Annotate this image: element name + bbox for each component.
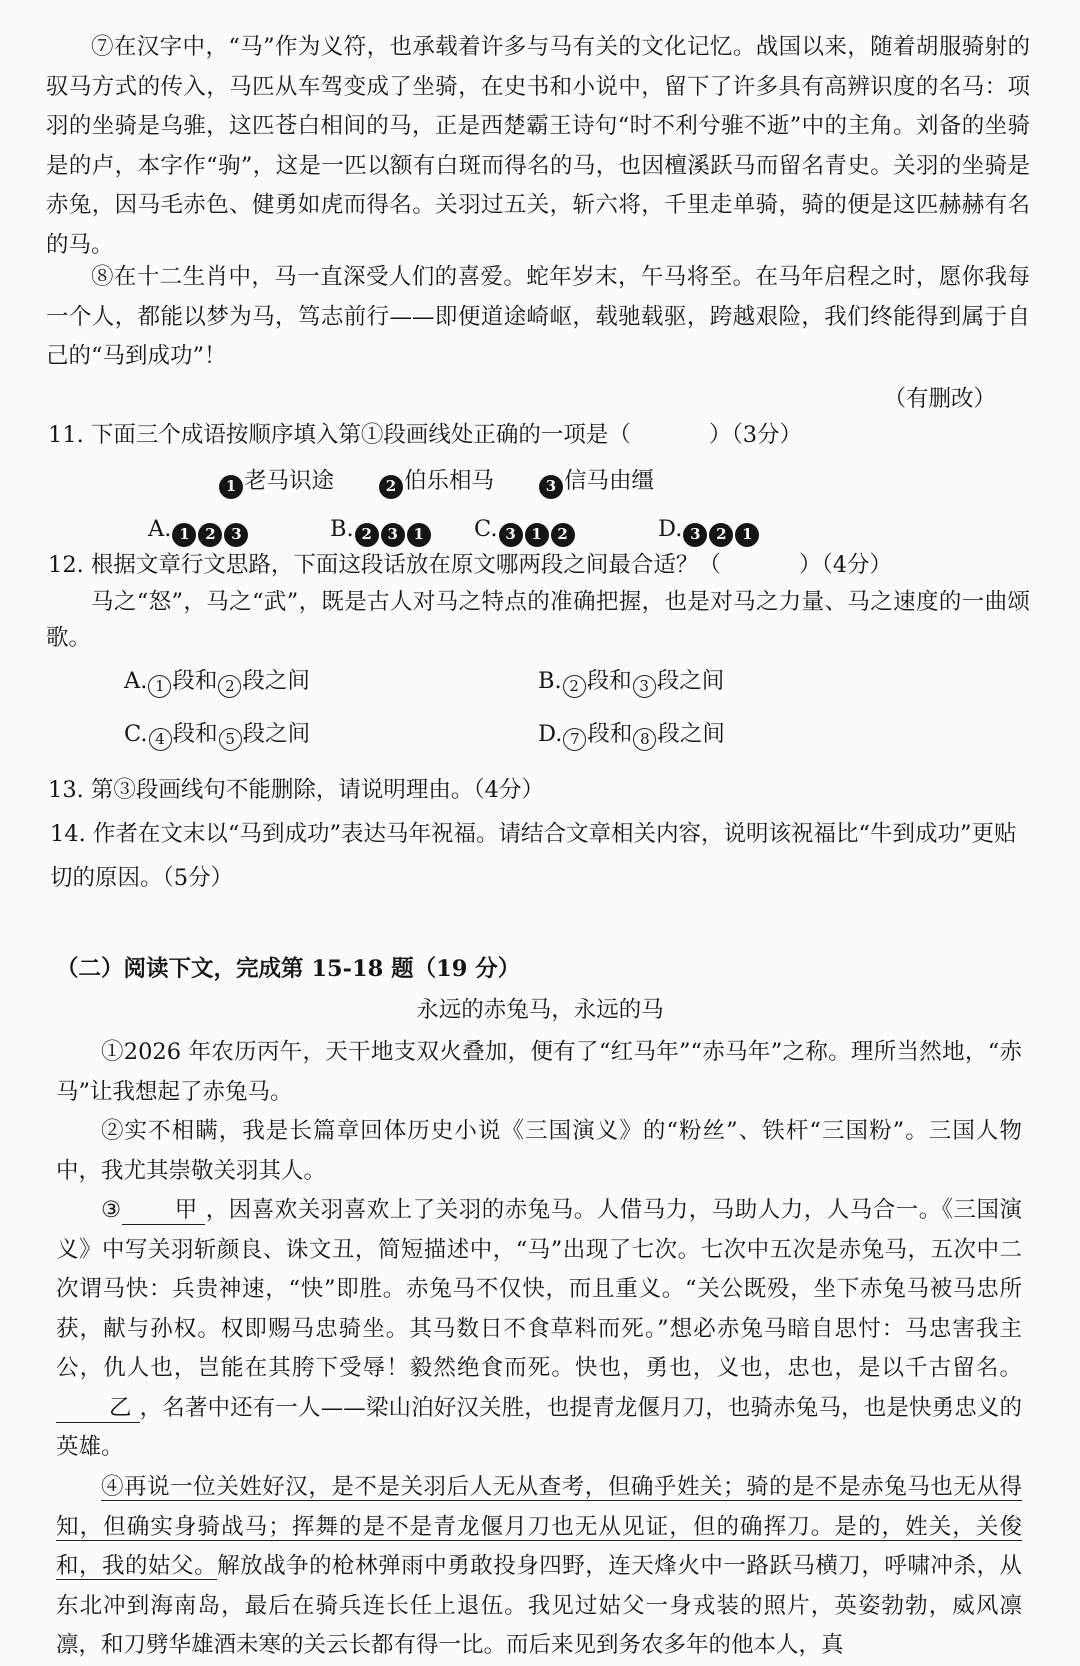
passage2-para1	[56, 1033, 1022, 1112]
section2-heading: （二）阅读下文，完成第 15-18 题（19 分）	[56, 956, 521, 982]
option-and: 段和	[586, 668, 632, 694]
option-letter: D.	[538, 721, 563, 747]
para-number-circle: 8	[633, 728, 656, 751]
seq-badge: 3	[224, 523, 248, 547]
blank-yi[interactable]: 乙	[56, 1394, 140, 1423]
passage2-title: 永远的赤兔马，永远的马	[416, 997, 664, 1023]
q12-option-c[interactable]	[124, 719, 310, 751]
seq-badge: 1	[407, 523, 431, 547]
s3-num: ③	[101, 1197, 122, 1223]
idiom-number-badge: 1	[219, 475, 243, 499]
seq-badge: 3	[499, 523, 523, 547]
s2-text: ②实不相瞒，我是长篇章回体历史小说《三国演义》的“粉丝”、铁杆“三国粉”。三国人物中，我尤其崇敬关羽其人。	[56, 1118, 1022, 1184]
option-and: 段和	[172, 668, 218, 694]
option-letter: C.	[474, 516, 498, 542]
idiom-number-badge: 2	[379, 475, 403, 499]
para-number-circle: 2	[218, 675, 241, 698]
option-text: 段之间	[657, 721, 725, 747]
option-and: 段和	[172, 721, 218, 747]
seq-badge: 3	[683, 523, 707, 547]
seq-badge: 2	[709, 523, 733, 547]
option-and: 段和	[587, 721, 633, 747]
s4-text: 解放战争的枪林弹雨中勇敢投身四野，连天烽火中一路跃马横刀，呼啸冲杀，从东北冲到海南岛，最后在骑兵连长任上退伍。我见过姑父一身戎装的照片，英姿勃勃，威风凛凛，和刀劈华雄酒未寒的关云长都有得一比。而后来见到务农多年的他本人，真	[56, 1553, 1022, 1658]
q11-option-b[interactable]	[330, 514, 432, 547]
idiom-text: 伯乐相马	[404, 468, 495, 494]
s3-text-b: ，因喜欢关羽喜欢上了关羽的赤兔马。人借马力，马助人力，人马合一。《三国演义》中写关羽斩颜良、诛文丑，简短描述中，“马”出现了七次。七次中五次是赤兔马，五次中二次谓马快：兵贵神速，“快”即胜。赤兔马不仅快，而且重义。“关公既殁，坐下赤兔马被马忠所获，献与孙权。权即赐马忠骑坐。其马数日不食草料而死。”想必赤兔马暗自思忖：马忠害我主公，仇人也，岂能在其胯下受辱！毅然绝食而死。快也，勇也，义也，忠也，是以千古留名。	[56, 1197, 1023, 1381]
passage2-para4	[56, 1468, 1022, 1666]
blank-jia[interactable]: 甲	[122, 1196, 206, 1225]
option-text: 段之间	[242, 721, 311, 747]
passage2-para2	[56, 1112, 1022, 1191]
s1-text: ①2026 年农历丙午，天干地支双火叠加，便有了“红马年”“赤马年”之称。理所当然地，“赤马”让我想起了赤兔马。	[56, 1039, 1022, 1105]
para-number-circle: 5	[219, 728, 242, 751]
para-number-circle: 4	[149, 728, 172, 751]
q12-stem-text: 12. 根据文章行文思路，下面这段话放在原文哪两段之间最合适？（	[48, 552, 721, 578]
seq-badge: 1	[525, 523, 549, 547]
option-letter: A.	[148, 516, 172, 542]
para-number-circle: 1	[148, 675, 171, 698]
q13: 13. 第③段画线句不能删除，请说明理由。（4分）	[48, 777, 545, 803]
para-number-circle: 7	[563, 728, 586, 751]
para8-text: ⑧在十二生肖中，马一直深受人们的喜爱。蛇年岁末，午马将至。在马年启程之时，愿你我每一个人，都能以梦为马，笃志前行——即便道途崎岖，载驰载驱，跨越艰险，我们终能得到属于自己的“马到成功”！	[46, 264, 1030, 369]
option-letter: B.	[538, 668, 562, 694]
seq-badge: 2	[355, 523, 379, 547]
q11-stem	[48, 420, 802, 450]
option-letter: C.	[124, 721, 148, 747]
passage2-para3	[56, 1191, 1022, 1468]
idiom-text: 老马识途	[244, 468, 335, 494]
passage1-para8	[46, 258, 1030, 377]
q12-quote	[46, 584, 1030, 656]
idiom-number-badge: 3	[539, 475, 563, 499]
passage1-para7	[46, 28, 1030, 265]
seq-badge: 2	[551, 523, 575, 547]
q12-quote-text: 马之“怒”，马之“武”，既是古人对马之特点的准确把握，也是对马之力量、马之速度的一曲颂歌。	[46, 589, 1030, 651]
s3-text-c: ，名著中还有一人——梁山泊好汉关胜，也提青龙偃月刀，也骑赤兔马，也是快勇忠义的英雄。	[56, 1394, 1022, 1460]
idiom-text: 信马由缰	[564, 468, 655, 494]
para7-text: ⑦在汉字中，“马”作为义符，也承载着许多与马有关的文化记忆。战国以来，随着胡服骑射的驭马方式的传入，马匹从车驾变成了坐骑，在史书和小说中，留下了许多具有高辨识度的名马：项羽的坐骑是乌骓，这匹苍白相间的马，正是西楚霸王诗句“时不利兮骓不逝”中的主角。刘备的坐骑是的卢，本字作“驹”，这是一匹以额有白斑而得名的马，也因檀溪跃马而留名青史。关羽的坐骑是赤兔，因马毛赤色、健勇如虎而得名。关羽过五关，斩六将，千里走单骑，骑的便是这匹赫赫有名的马。	[46, 34, 1030, 258]
seq-badge: 3	[381, 523, 405, 547]
q11-option-d[interactable]	[658, 514, 760, 547]
seq-badge: 1	[172, 523, 196, 547]
q11-option-c[interactable]	[474, 514, 576, 547]
q12-stem	[48, 550, 892, 580]
q12-score: ）（4分）	[798, 552, 893, 578]
q11-idiom-1	[218, 466, 334, 499]
seq-badge: 2	[198, 523, 222, 547]
q11-score: ）（3分）	[708, 422, 803, 448]
underlined-sentence: ④再说一位关姓好汉，是不是关羽后人无从查考，但确乎姓关；骑的是不是赤兔马也无从得知，但确实身骑战马；挥舞的是不是青龙偃月刀也无从见证，但的确挥刀。是的，姓关，关俊和，我的姑父。	[56, 1474, 1022, 1579]
option-text: 段之间	[242, 668, 310, 694]
option-letter: D.	[658, 516, 683, 542]
para-number-circle: 3	[633, 675, 656, 698]
q11-idiom-3	[538, 466, 654, 499]
q11-stem-text: 11. 下面三个成语按顺序填入第①段画线处正确的一项是（	[48, 422, 631, 448]
option-letter: B.	[330, 516, 354, 542]
q11-option-a[interactable]	[148, 514, 249, 547]
q12-option-a[interactable]	[124, 666, 310, 698]
seq-badge: 1	[735, 523, 759, 547]
q12-option-b[interactable]	[538, 666, 724, 698]
q11-idiom-2	[378, 466, 494, 499]
para-number-circle: 2	[563, 675, 586, 698]
option-letter: A.	[124, 668, 148, 694]
q14: 14. 作者在文末以“马到成功”表达马年祝福。请结合文章相关内容，说明该祝福比“牛到成功”更贴切的原因。（5分）	[50, 821, 1017, 891]
q12-option-d[interactable]	[538, 719, 725, 751]
edit-note: （有删改）	[883, 386, 996, 412]
option-text: 段之间	[656, 668, 725, 694]
